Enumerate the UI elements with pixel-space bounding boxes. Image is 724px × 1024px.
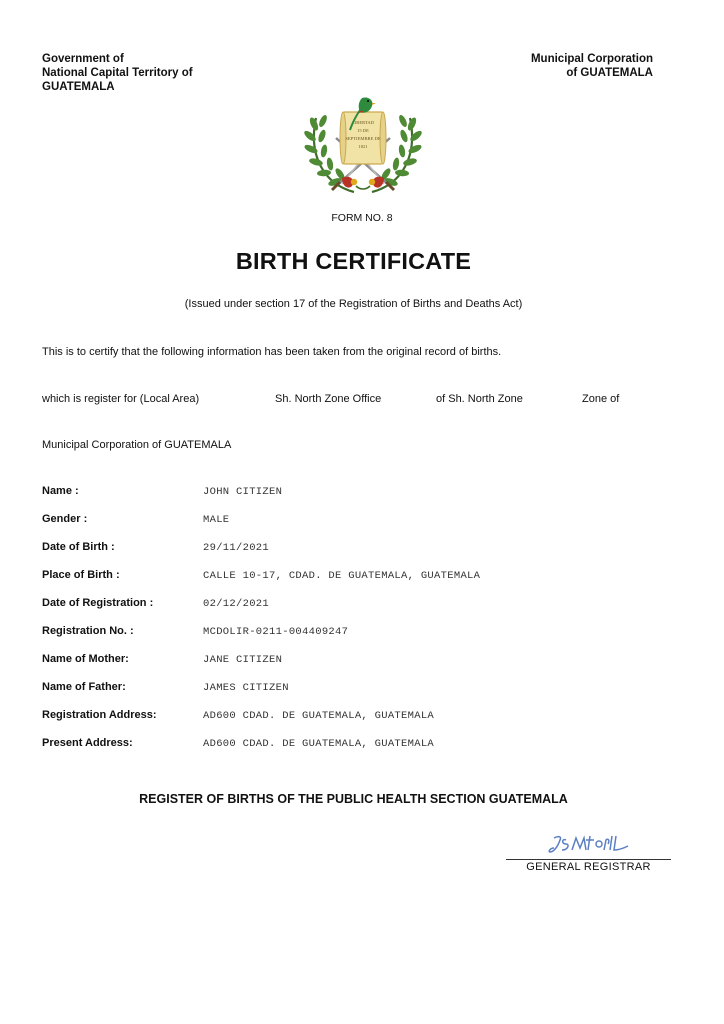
form-number: FORM NO. 8 bbox=[331, 212, 393, 224]
field-label-name-of-father: Name of Father: bbox=[42, 681, 126, 693]
register-footer-heading: REGISTER OF BIRTHS OF THE PUBLIC HEALTH SECTION GUATEMALA bbox=[139, 792, 568, 806]
municipality-line: Municipal Corporation of GUATEMALA bbox=[42, 439, 232, 451]
svg-text:LIBERTAD: LIBERTAD bbox=[351, 120, 375, 125]
issuer-left-line: GUATEMALA bbox=[42, 81, 115, 93]
field-value-place-of-birth: CALLE 10-17, CDAD. DE GUATEMALA, GUATEMALA bbox=[203, 570, 481, 582]
signature-line bbox=[506, 859, 671, 860]
field-label-name-of-mother: Name of Mother: bbox=[42, 653, 129, 665]
field-value-date-of-registration: 02/12/2021 bbox=[203, 598, 270, 610]
issuer-right-line: of GUATEMALA bbox=[566, 67, 653, 79]
field-label-name: Name : bbox=[42, 485, 79, 497]
field-value-name: JOHN CITIZEN bbox=[203, 486, 283, 498]
svg-text:15 DE: 15 DE bbox=[357, 128, 369, 133]
issuer-left-line: Government of bbox=[42, 53, 124, 65]
issuer-right-header bbox=[531, 52, 653, 80]
handwritten-signature-icon bbox=[548, 830, 630, 856]
field-label-date-of-registration: Date of Registration : bbox=[42, 597, 154, 609]
local-area-label: which is register for (Local Area) bbox=[42, 393, 200, 405]
field-value-registration-address: AD600 CDAD. DE GUATEMALA, GUATEMALA bbox=[203, 710, 435, 722]
local-area-office: Sh. North Zone Office bbox=[275, 393, 382, 405]
general-registrar-label: GENERAL REGISTRAR bbox=[526, 861, 651, 873]
field-value-name-of-mother: JANE CITIZEN bbox=[203, 654, 283, 666]
certificate-subtitle: (Issued under section 17 of the Registration of Births and Deaths Act) bbox=[184, 298, 523, 310]
issuer-right-line: Municipal Corporation bbox=[530, 53, 653, 65]
field-value-gender: MALE bbox=[203, 514, 230, 526]
field-label-date-of-birth: Date of Birth : bbox=[42, 541, 115, 553]
issuer-left-header bbox=[42, 52, 193, 94]
local-area-zone: of Sh. North Zone bbox=[436, 393, 523, 405]
svg-text:SEPTIEMBRE DE: SEPTIEMBRE DE bbox=[345, 136, 381, 141]
field-label-present-address: Present Address: bbox=[42, 737, 133, 749]
field-label-registration-no: Registration No. : bbox=[42, 625, 134, 637]
field-value-name-of-father: JAMES CITIZEN bbox=[203, 682, 289, 694]
field-value-registration-no: MCDOLIR-0211-004409247 bbox=[203, 626, 349, 638]
issuer-left-line: National Capital Territory of bbox=[42, 67, 193, 79]
field-label-gender: Gender : bbox=[42, 513, 88, 525]
certificate-title: BIRTH CERTIFICATE bbox=[235, 248, 472, 274]
field-value-present-address: AD600 CDAD. DE GUATEMALA, GUATEMALA bbox=[203, 738, 435, 750]
field-value-date-of-birth: 29/11/2021 bbox=[203, 542, 270, 554]
guatemala-coat-of-arms-icon bbox=[302, 94, 424, 200]
svg-text:1821: 1821 bbox=[358, 144, 368, 149]
field-label-place-of-birth: Place of Birth : bbox=[42, 569, 120, 581]
local-area-zone-of: Zone of bbox=[582, 393, 620, 405]
certification-statement: This is to certify that the following information has been taken from the original record of births. bbox=[42, 346, 502, 358]
field-label-registration-address: Registration Address: bbox=[42, 709, 157, 721]
